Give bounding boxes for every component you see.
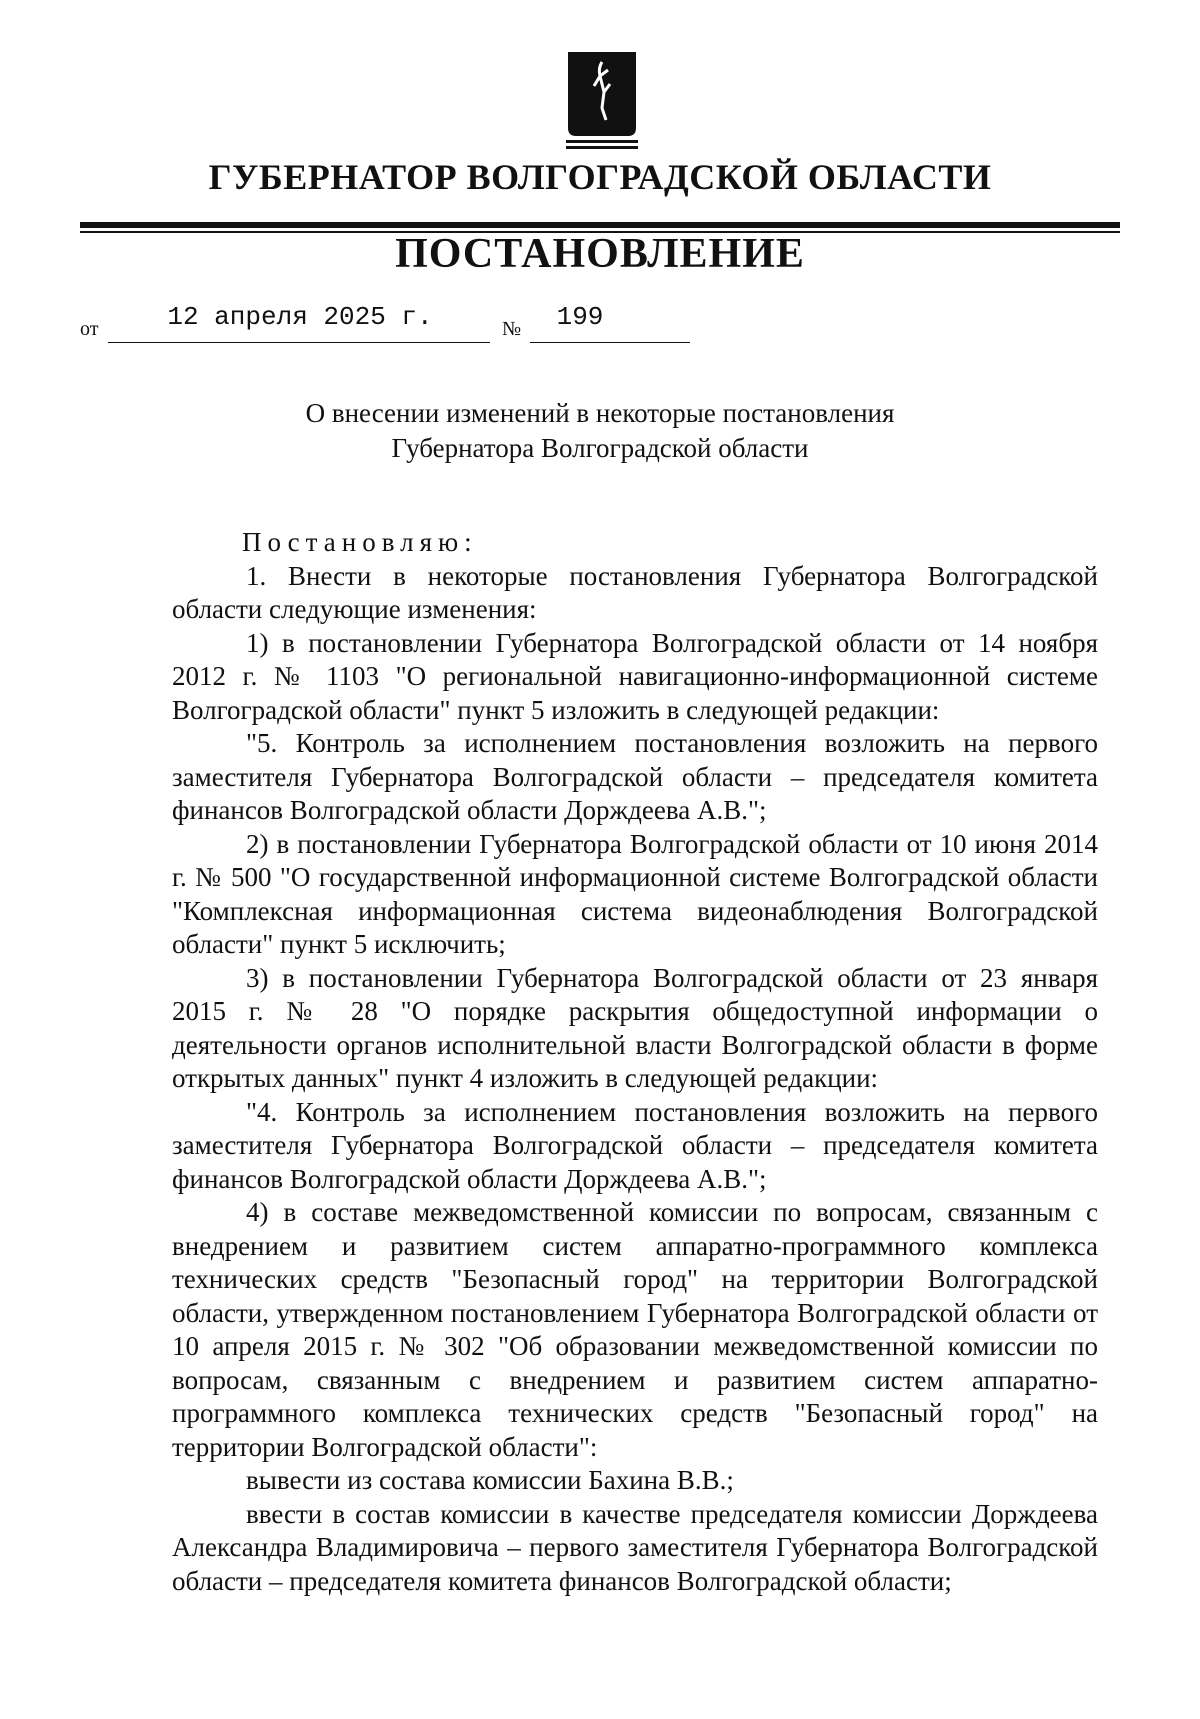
document-type: ПОСТАНОВЛЕНИЕ (395, 231, 805, 277)
document-meta (0, 302, 1200, 350)
subject-line-1: О внесении изменений в некоторые постановления (305, 398, 895, 428)
document-body (172, 526, 1098, 1598)
body-paragraph: 1) в постановлении Губернатора Волгоградской области от 14 ноября 2012 г. № 1103 "О региональной навигационно-информационной системе Волгоградской области" пункт 5 изложить в следующей редакции: (172, 627, 1098, 725)
subject-line-2: Губернатора Волгоградской области (391, 433, 809, 463)
document-number: 199 (556, 302, 604, 332)
coat-of-arms (564, 50, 640, 150)
document-subject (0, 396, 1200, 466)
date-underline (108, 342, 490, 343)
date-label: от (80, 318, 99, 340)
body-paragraph: ввести в состав комиссии в качестве председателя комиссии Дорждеева Александра Владимировича – первого заместителя Губернатора Волгоградской области – председателя комитета финансов Волгоградской области; (172, 1498, 1098, 1596)
body-paragraph: 1. Внести в некоторые постановления Губернатора Волгоградской области следующие изменения: (172, 560, 1098, 624)
body-paragraph: 2) в постановлении Губернатора Волгоградской области от 10 июня 2014 г. № 500 "О государственной информационной системе Волгоградской области "Комплексная информационная система видеонаблюдения Волгоградской области" пункт 5 исключить; (172, 828, 1098, 959)
body-paragraph: 4) в составе межведомственной комиссии по вопросам, связанным с внедрением и развитием систем аппаратно-программного комплекса технических средств "Безопасный город" на территории Волгоградской области, утвержденном постановлением Губернатора Волгоградской области от 10 апреля 2015 г. № 302 "Об образовании межведомственной комиссии по вопросам, связанным с внедрением и развитием систем аппаратно-программного комплекса технических средств "Безопасный город" на территории Волгоградской области": (172, 1197, 1098, 1462)
body-paragraph: вывести из состава комиссии Бахина В.В.; (246, 1465, 734, 1495)
issuer-title: ГУБЕРНАТОР ВОЛГОГРАДСКОЙ ОБЛАСТИ (208, 157, 992, 197)
document-date: 12 апреля 2025 г. (167, 302, 433, 332)
body-paragraph: 3) в постановлении Губернатора Волгоградской области от 23 января 2015 г. № 28 "О порядке раскрытия общедоступной информации о деятельности органов исполнительной власти Волгоградской области в форме открытых данных" пункт 4 изложить в следующей редакции: (172, 962, 1098, 1093)
resolve-word: Постановляю: (242, 527, 478, 557)
body-paragraph: "4. Контроль за исполнением постановления возложить на первого заместителя Губернатора Волгоградской области – председателя комитета финансов Волгоградской области Дорждеева А.В."; (172, 1096, 1098, 1194)
number-label: № (502, 318, 522, 340)
volgograd-coat-of-arms-icon (564, 50, 640, 150)
number-underline (530, 342, 690, 343)
header-rule-thick (80, 222, 1120, 228)
body-paragraph: "5. Контроль за исполнением постановления возложить на первого заместителя Губернатора Волгоградской области – председателя комитета финансов Волгоградской области Дорждеева А.В."; (172, 728, 1098, 825)
